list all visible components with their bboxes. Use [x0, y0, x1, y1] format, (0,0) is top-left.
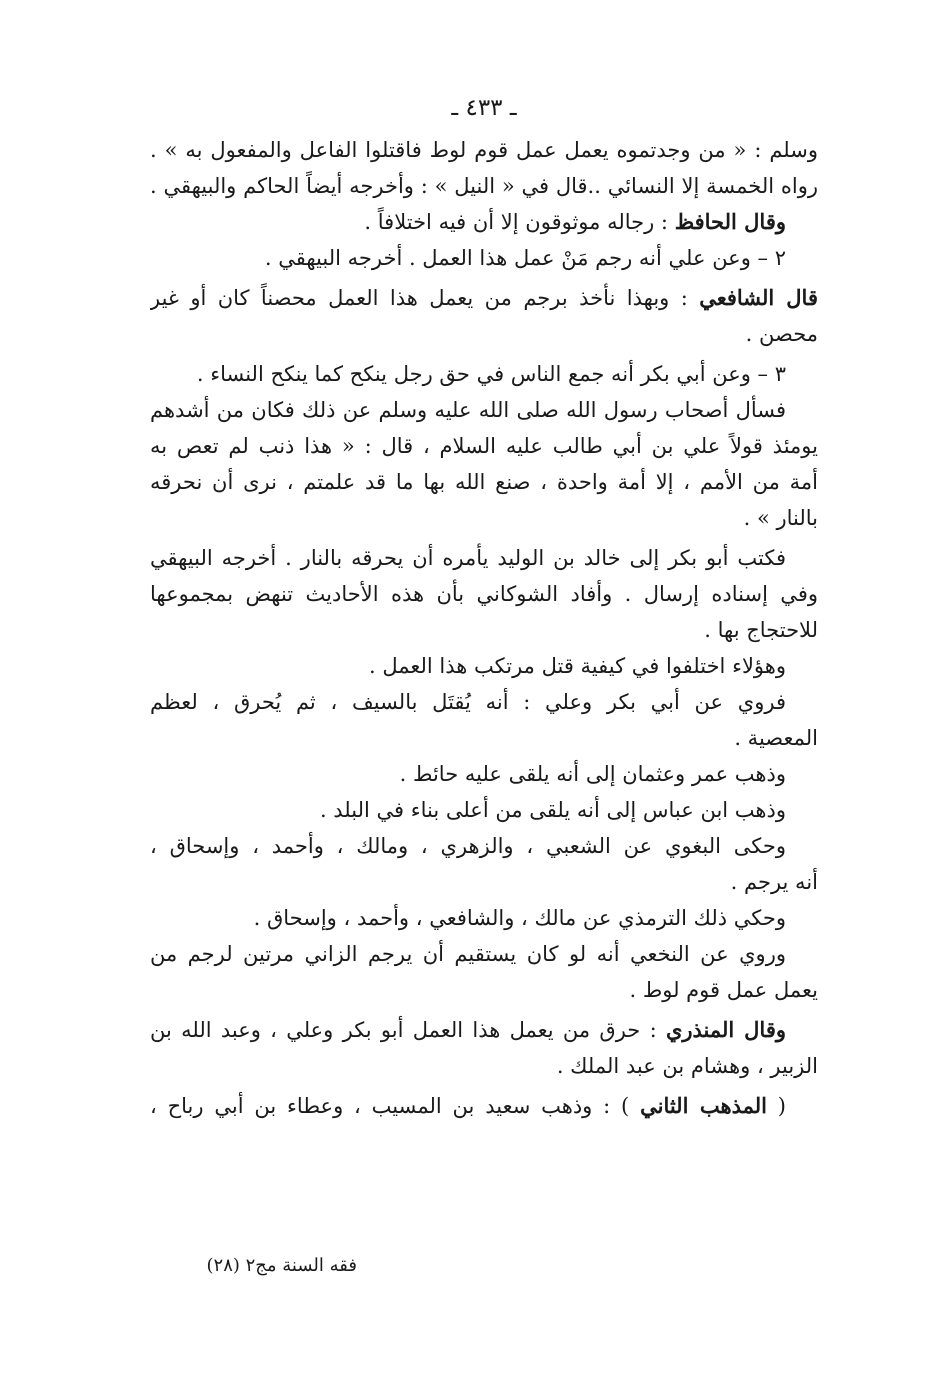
- text-line-20: وحكى البغوي عن الشعبي ، والزهري ، ومالك ، وأحمد ، وإسحاق ،: [150, 834, 786, 858]
- text-line-24: يعمل عمل قوم لوط .: [629, 978, 818, 1002]
- page-number: ـ ٤٣٣ ـ: [451, 95, 517, 121]
- text-line-18: وذهب عمر وعثمان إلى أنه يلقى عليه حائط .: [399, 762, 786, 786]
- text-line-27: ( المذهب الثاني ) : وذهب سعيد بن المسيب ، وعطاء بن أبي رباح ،: [150, 1093, 786, 1118]
- text-line-14: للاحتجاج بها .: [704, 618, 818, 642]
- speaker-label: قال الشافعي: [699, 285, 818, 310]
- page-footer: فقه السنة مج٢ (٢٨): [206, 1255, 357, 1276]
- text-line-26: الزبير ، وهشام بن عبد الملك .: [556, 1054, 818, 1078]
- text-line-23: وروي عن النخعي أنه لو كان يستقيم أن يرجم الزاني مرتين لرجم من: [150, 942, 786, 966]
- text-line-9: يومئذ قولاً علي بن أبي طالب عليه السلام ، قال : « هذا ذنب لم تعص به: [150, 434, 818, 458]
- text-line-2: رواه الخمسة إلا النسائي ..قال في « النيل » : وأخرجه أيضاً الحاكم والبيهقي .: [150, 174, 818, 198]
- text-line-4: ٢ – وعن علي أنه رجم مَنْ عمل هذا العمل . أخرجه البيهقي .: [264, 246, 786, 270]
- text-line-17: المعصية .: [734, 726, 818, 750]
- text-line-8: فسأل أصحاب رسول الله صلى الله عليه وسلم عن ذلك فكان من أشدهم: [150, 398, 786, 422]
- text-line-15: وهؤلاء اختلفوا في كيفية قتل مرتكب هذا العمل .: [368, 654, 786, 678]
- text-line-13: وفي إسناده إرسال . وأفاد الشوكاني بأن هذه الأحاديث تنهض بمجموعها: [150, 582, 818, 606]
- text-line-19: وذهب ابن عباس إلى أنه يلقى من أعلى بناء في البلد .: [319, 798, 786, 822]
- section-heading: المذهب الثاني: [640, 1093, 767, 1118]
- text-line-11: بالنار » .: [743, 506, 818, 530]
- speaker-label: وقال الحافظ: [674, 209, 786, 234]
- text-line-5: قال الشافعي : وبهذا نأخذ برجم من يعمل هذا العمل محصناً كان أو غير: [150, 285, 818, 310]
- text-line-22: وحكي ذلك الترمذي عن مالك ، والشافعي ، وأحمد ، وإسحاق .: [253, 906, 786, 930]
- text-line-3: وقال الحافظ : رجاله موثوقون إلا أن فيه اختلافاً .: [364, 209, 786, 234]
- text-line-21: أنه يرجم .: [730, 870, 818, 894]
- text-line-12: فكتب أبو بكر إلى خالد بن الوليد يأمره أن يحرقه بالنار . أخرجه البيهقي: [150, 546, 786, 570]
- text-line-6: محصن .: [745, 322, 818, 346]
- book-page: [150, 88, 818, 1124]
- text-line-10: أمة من الأمم ، إلا أمة واحدة ، صنع الله بها ما قد علمتم ، نرى أن نحرقه: [150, 470, 818, 494]
- speaker-label: وقال المنذري: [665, 1017, 786, 1042]
- text-line-7: ٣ – وعن أبي بكر أنه جمع الناس في حق رجل ينكح كما ينكح النساء .: [196, 362, 786, 386]
- text-line-25: وقال المنذري : حرق من يعمل هذا العمل أبو بكر وعلي ، وعبد الله بن: [150, 1017, 786, 1042]
- text-line-1: وسلم : « من وجدتموه يعمل عمل قوم لوط فاقتلوا الفاعل والمفعول به » .: [150, 138, 818, 162]
- text-line-16: فروي عن أبي بكر وعلي : أنه يُقتَل بالسيف ، ثم يُحرق ، لعظم: [150, 690, 786, 714]
